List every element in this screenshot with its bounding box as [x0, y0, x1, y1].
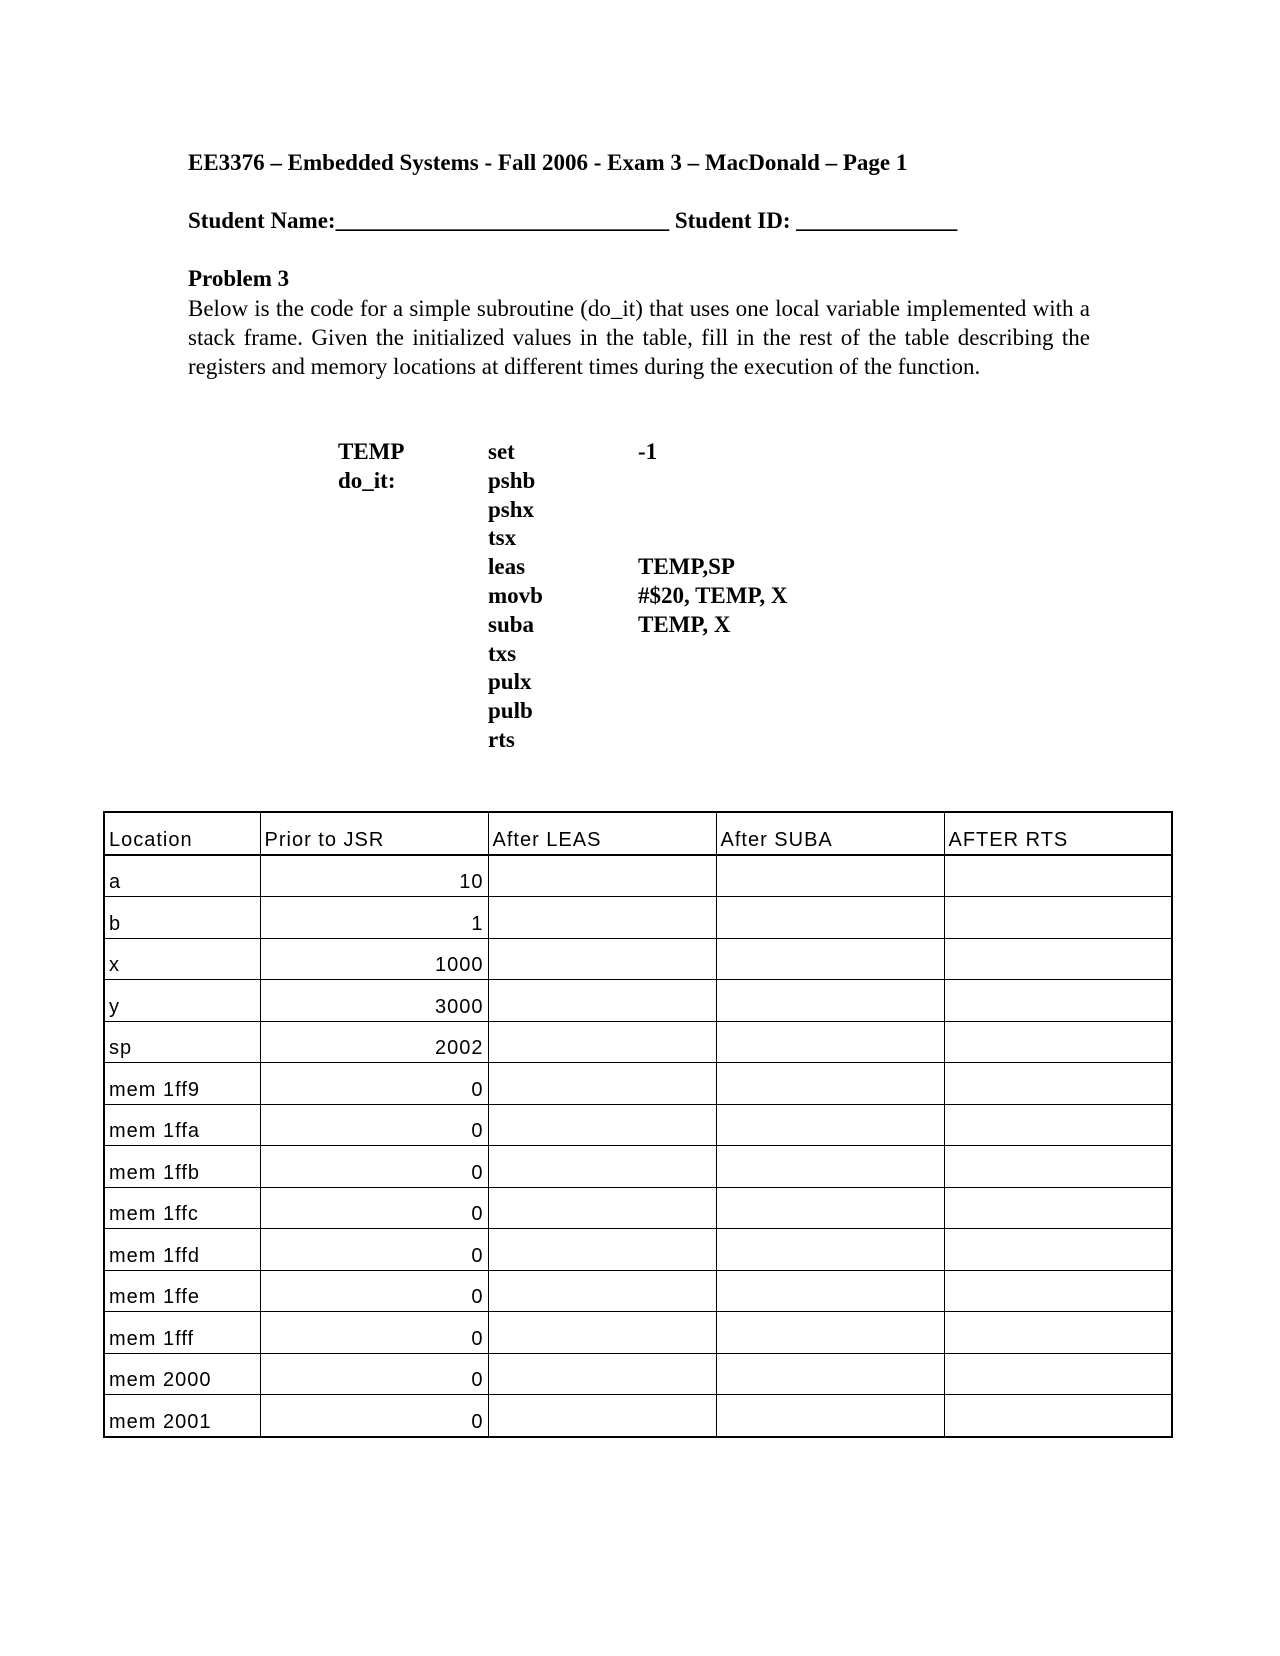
prior-value-cell: 0: [260, 1146, 488, 1188]
after-rts-cell[interactable]: [944, 1187, 1172, 1229]
table-row: [104, 1063, 1172, 1105]
table-row: [104, 1187, 1172, 1229]
after-rts-cell[interactable]: [944, 1395, 1172, 1437]
after-suba-cell[interactable]: [716, 1395, 944, 1437]
after-leas-cell[interactable]: [488, 1353, 716, 1395]
page-title: EE3376 – Embedded Systems - Fall 2006 - Exam 3 – MacDonald – Page 1: [188, 150, 908, 175]
code-operand: [638, 524, 788, 553]
after-leas-cell[interactable]: [488, 1395, 716, 1437]
code-opcodes-column: [488, 438, 543, 755]
prior-value-cell: 3000: [260, 980, 488, 1022]
after-suba-cell[interactable]: [716, 1353, 944, 1395]
code-operand: [638, 668, 788, 697]
prior-value-cell: 1000: [260, 938, 488, 980]
after-leas-cell[interactable]: [488, 1104, 716, 1146]
location-cell: a: [104, 855, 260, 897]
table-row: [104, 1229, 1172, 1271]
column-header: AFTER RTS: [944, 812, 1172, 855]
after-suba-cell[interactable]: [716, 1146, 944, 1188]
code-label: [338, 640, 404, 669]
table-row: [104, 1021, 1172, 1063]
location-cell: mem 2000: [104, 1353, 260, 1395]
code-operand: TEMP, X: [638, 611, 731, 637]
after-rts-cell[interactable]: [944, 1063, 1172, 1105]
code-operand: TEMP,SP: [638, 554, 735, 580]
code-opcode: pshx: [488, 496, 535, 522]
problem-title: Problem 3: [188, 266, 290, 291]
location-cell: sp: [104, 1021, 260, 1063]
after-suba-cell[interactable]: [716, 1229, 944, 1271]
after-suba-cell[interactable]: [716, 855, 944, 897]
code-operands-column: [638, 438, 788, 755]
after-suba-cell[interactable]: [716, 938, 944, 980]
after-leas-cell[interactable]: [488, 1187, 716, 1229]
after-rts-cell[interactable]: [944, 938, 1172, 980]
after-rts-cell[interactable]: [944, 1353, 1172, 1395]
code-operand: #$20, TEMP, X: [638, 582, 788, 608]
after-leas-cell[interactable]: [488, 1229, 716, 1271]
code-opcode: leas: [488, 554, 526, 580]
code-opcode: set: [488, 439, 515, 464]
table-row: [104, 1353, 1172, 1395]
prior-value-cell: 0: [260, 1063, 488, 1105]
code-operand: -1: [638, 439, 658, 464]
prior-value-cell: 10: [260, 855, 488, 897]
code-label: [338, 524, 404, 553]
location-cell: y: [104, 980, 260, 1022]
code-label: [338, 611, 404, 640]
table-row: [104, 1146, 1172, 1188]
code-opcode: pulb: [488, 698, 533, 724]
prior-value-cell: 0: [260, 1395, 488, 1437]
code-label: [338, 496, 404, 525]
prior-value-cell: 0: [260, 1270, 488, 1312]
code-label: TEMP: [338, 439, 405, 464]
prior-value-cell: 0: [260, 1229, 488, 1271]
location-cell: mem 1fff: [104, 1312, 260, 1354]
code-operand: [638, 467, 788, 496]
after-leas-cell[interactable]: [488, 938, 716, 980]
code-opcode: txs: [488, 640, 517, 666]
location-cell: mem 2001: [104, 1395, 260, 1437]
column-header: After SUBA: [716, 812, 944, 855]
table-header-row: [104, 812, 1172, 855]
after-suba-cell[interactable]: [716, 1104, 944, 1146]
code-opcode: pshb: [488, 467, 536, 493]
table-row: [104, 1312, 1172, 1354]
prior-value-cell: 0: [260, 1104, 488, 1146]
student-info-line: Student Name:_____________________________ Student ID: ______________: [188, 208, 958, 233]
code-opcode: movb: [488, 582, 543, 608]
after-leas-cell[interactable]: [488, 1270, 716, 1312]
code-operand: [638, 697, 788, 726]
after-rts-cell[interactable]: [944, 1229, 1172, 1271]
code-opcode: tsx: [488, 525, 517, 551]
prior-value-cell: 0: [260, 1353, 488, 1395]
code-label: [338, 697, 404, 726]
table-row: [104, 980, 1172, 1022]
code-operand: [638, 496, 788, 525]
prior-value-cell: 2002: [260, 1021, 488, 1063]
table-row: [104, 897, 1172, 939]
after-leas-cell[interactable]: [488, 980, 716, 1022]
column-header: Location: [104, 812, 260, 855]
code-opcode: suba: [488, 611, 535, 637]
answer-table: [103, 811, 1173, 1438]
code-opcode: rts: [488, 726, 515, 752]
after-rts-cell[interactable]: [944, 1270, 1172, 1312]
after-suba-cell[interactable]: [716, 980, 944, 1022]
after-rts-cell[interactable]: [944, 1146, 1172, 1188]
after-leas-cell[interactable]: [488, 1146, 716, 1188]
after-leas-cell[interactable]: [488, 1021, 716, 1063]
location-cell: mem 1ffb: [104, 1146, 260, 1188]
code-label: [338, 553, 404, 582]
after-suba-cell[interactable]: [716, 1187, 944, 1229]
location-cell: mem 1ffe: [104, 1270, 260, 1312]
prior-value-cell: 1: [260, 897, 488, 939]
location-cell: mem 1ffd: [104, 1229, 260, 1271]
table-row: [104, 1395, 1172, 1437]
location-cell: mem 1ff9: [104, 1063, 260, 1105]
table-row: [104, 1270, 1172, 1312]
after-suba-cell[interactable]: [716, 1312, 944, 1354]
after-suba-cell[interactable]: [716, 1021, 944, 1063]
code-label: [338, 668, 404, 697]
prior-value-cell: 0: [260, 1312, 488, 1354]
after-rts-cell[interactable]: [944, 1312, 1172, 1354]
after-suba-cell[interactable]: [716, 1270, 944, 1312]
code-opcode: pulx: [488, 669, 532, 695]
location-cell: mem 1ffc: [104, 1187, 260, 1229]
problem-description: Below is the code for a simple subroutine (do_it) that uses one local variable implemented with a stack frame. Given the initialized values in the table, fill in the rest of the table describing the registers and memory locations at different times during the execution of the function.: [188, 296, 1090, 379]
table-body: [104, 855, 1172, 1437]
code-label: [338, 582, 404, 611]
location-cell: mem 1ffa: [104, 1104, 260, 1146]
after-leas-cell[interactable]: [488, 1063, 716, 1105]
location-cell: b: [104, 897, 260, 939]
table-row: [104, 1104, 1172, 1146]
code-label: [338, 726, 404, 755]
after-leas-cell[interactable]: [488, 855, 716, 897]
prior-value-cell: 0: [260, 1187, 488, 1229]
after-rts-cell[interactable]: [944, 1021, 1172, 1063]
after-suba-cell[interactable]: [716, 1063, 944, 1105]
after-rts-cell[interactable]: [944, 897, 1172, 939]
code-label: do_it:: [338, 467, 396, 493]
code-labels-column: [338, 438, 404, 755]
location-cell: x: [104, 938, 260, 980]
code-operand: [638, 726, 788, 755]
after-suba-cell[interactable]: [716, 897, 944, 939]
table-row: [104, 855, 1172, 897]
column-header: After LEAS: [488, 812, 716, 855]
after-rts-cell[interactable]: [944, 980, 1172, 1022]
after-leas-cell[interactable]: [488, 897, 716, 939]
after-leas-cell[interactable]: [488, 1312, 716, 1354]
column-header: Prior to JSR: [260, 812, 488, 855]
code-operand: [638, 640, 788, 669]
after-rts-cell[interactable]: [944, 855, 1172, 897]
table-row: [104, 938, 1172, 980]
after-rts-cell[interactable]: [944, 1104, 1172, 1146]
